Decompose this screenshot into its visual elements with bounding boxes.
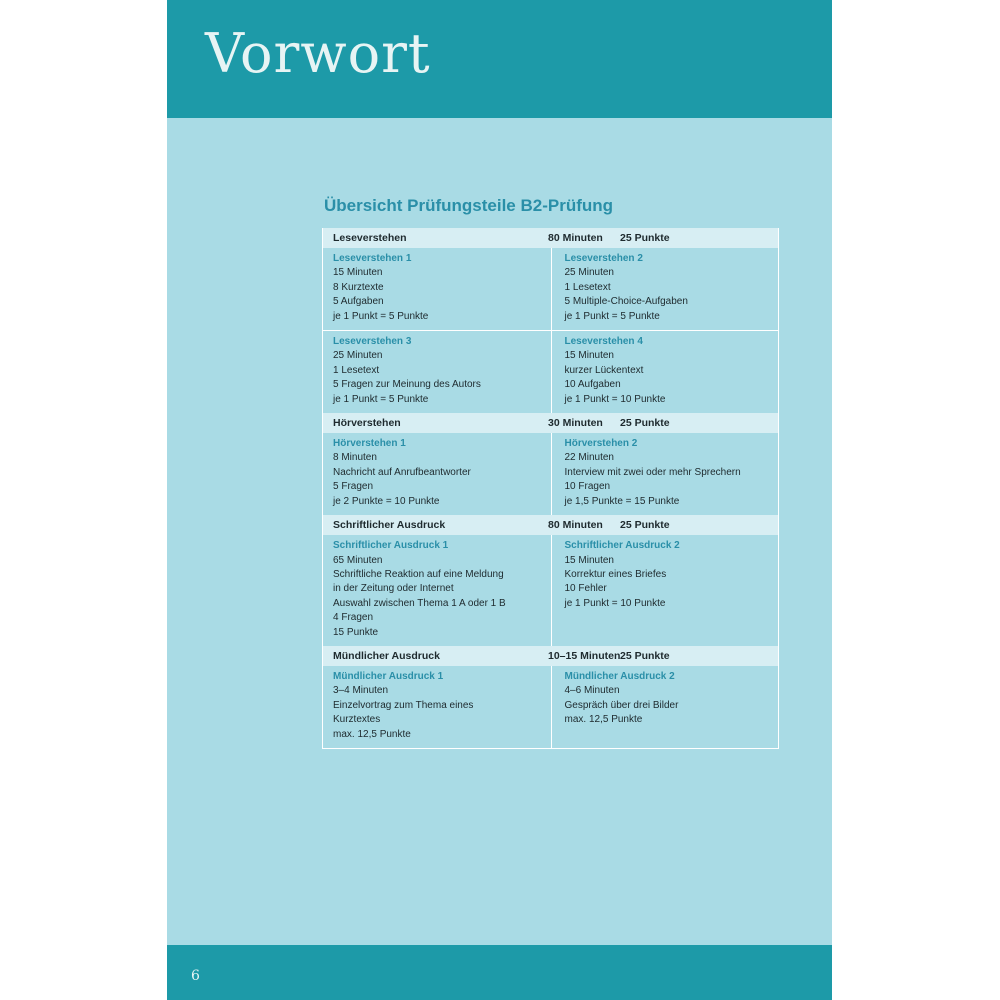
exam-part-title: Leseverstehen 3 (333, 336, 412, 348)
exam-part-detail: 10 Fragen (564, 481, 611, 493)
exam-part-detail: 5 Aufgaben (333, 296, 384, 308)
exam-overview (322, 196, 777, 749)
exam-part-detail: 15 Minuten (333, 267, 383, 279)
section-body (323, 666, 778, 748)
page-number: 6 (191, 968, 200, 984)
exam-part-title: Mündlicher Ausdruck 2 (564, 670, 675, 682)
table-row (323, 666, 778, 748)
exam-part-cell (323, 535, 551, 646)
exam-part-detail: 25 Minuten (333, 350, 383, 362)
exam-part-detail: 8 Kurztexte (333, 281, 384, 293)
exam-part-detail: 4 Fragen (333, 612, 374, 624)
section-header (323, 228, 778, 248)
exam-part-detail: 5 Fragen (333, 481, 374, 493)
exam-part-detail: 10 Aufgaben (564, 379, 621, 391)
exam-part-detail: 10 Fehler (564, 583, 607, 595)
exam-part-title: Leseverstehen 1 (333, 253, 412, 264)
exam-table (322, 228, 779, 749)
section-body (323, 248, 778, 413)
exam-part-detail: Interview mit zwei oder mehr Sprechern (564, 466, 741, 478)
section-time: 80 Minuten (548, 519, 603, 532)
exam-part-detail: 25 Minuten (564, 267, 614, 279)
overview-heading: Übersicht Prüfungsteile B2-Prüfung (324, 196, 614, 215)
exam-part-cell (551, 666, 779, 748)
exam-part-title: Schriftlicher Ausdruck 1 (333, 540, 449, 552)
exam-part-detail: kurzer Lückentext (564, 364, 644, 376)
exam-part-detail: 15 Minuten (564, 350, 614, 362)
section-points: 25 Punkte (620, 232, 670, 244)
table-row (323, 330, 778, 413)
section-header (323, 646, 778, 666)
exam-part-detail: 65 Minuten (333, 554, 383, 566)
section-name: Hörverstehen (333, 417, 401, 430)
exam-part-detail: Kurztextes (333, 714, 381, 726)
exam-part-detail: 1 Lesetext (564, 281, 611, 293)
exam-part-title: Leseverstehen 2 (564, 253, 643, 264)
exam-part-title: Schriftlicher Ausdruck 2 (564, 540, 680, 552)
footer-band (167, 945, 832, 1000)
exam-part-detail: je 1 Punkt = 10 Punkte (564, 597, 666, 609)
section-name: Schriftlicher Ausdruck (333, 519, 446, 532)
exam-part-detail: in der Zeitung oder Internet (333, 583, 454, 595)
exam-part-detail: Schriftliche Reaktion auf eine Meldung (333, 568, 504, 580)
table-row (323, 535, 778, 646)
section-time: 30 Minuten (548, 417, 603, 430)
exam-part-detail: je 1 Punkt = 5 Punkte (333, 393, 429, 405)
exam-part-detail: je 1 Punkt = 10 Punkte (564, 393, 666, 405)
exam-part-detail: 8 Minuten (333, 452, 377, 464)
exam-part-cell (551, 433, 779, 515)
exam-part-detail: max. 12,5 Punkte (333, 728, 411, 740)
section-header (323, 413, 778, 433)
exam-part-cell (323, 666, 551, 748)
section-name: Leseverstehen (333, 232, 407, 244)
section-points: 25 Punkte (620, 417, 670, 430)
exam-part-detail: Korrektur eines Briefes (564, 568, 667, 580)
section-header (323, 515, 778, 535)
exam-part-detail: je 1,5 Punkte = 15 Punkte (564, 495, 680, 507)
section-name: Mündlicher Ausdruck (333, 649, 440, 662)
exam-part-detail: 5 Fragen zur Meinung des Autors (333, 379, 481, 391)
exam-part-cell (551, 248, 779, 330)
exam-part-title: Hörverstehen 1 (333, 438, 406, 450)
exam-part-detail: 22 Minuten (564, 452, 614, 464)
section-points: 25 Punkte (620, 519, 670, 532)
exam-part-cell (323, 433, 551, 515)
exam-part-detail: Nachricht auf Anrufbeantworter (333, 466, 471, 478)
table-row (323, 248, 778, 330)
exam-part-detail: 5 Multiple-Choice-Aufgaben (564, 296, 688, 308)
page-title: Vorwort (205, 22, 431, 85)
exam-part-title: Leseverstehen 4 (564, 336, 643, 348)
exam-part-detail: Auswahl zwischen Thema 1 A oder 1 B (333, 597, 506, 609)
exam-part-detail: 15 Minuten (564, 554, 614, 566)
page (167, 0, 832, 1000)
section-time: 80 Minuten (548, 232, 603, 244)
exam-part-detail: je 1 Punkt = 5 Punkte (564, 310, 660, 322)
section-body (323, 535, 778, 646)
exam-part-detail: max. 12,5 Punkte (564, 714, 643, 726)
exam-part-cell (551, 330, 779, 413)
exam-part-detail: 1 Lesetext (333, 364, 380, 376)
exam-part-detail: Einzelvortrag zum Thema eines (333, 699, 474, 711)
exam-part-detail: 15 Punkte (333, 626, 379, 638)
exam-part-detail: 4–6 Minuten (564, 685, 620, 697)
exam-part-title: Mündlicher Ausdruck 1 (333, 670, 444, 682)
exam-part-cell (323, 330, 551, 413)
section-body (323, 433, 778, 515)
exam-part-detail: je 2 Punkte = 10 Punkte (333, 495, 440, 507)
header-band (167, 0, 832, 118)
exam-part-detail: 3–4 Minuten (333, 685, 389, 697)
exam-part-detail: je 1 Punkt = 5 Punkte (333, 310, 429, 322)
exam-part-title: Hörverstehen 2 (564, 438, 638, 450)
exam-part-cell (551, 535, 779, 646)
exam-part-detail: Gespräch über drei Bilder (564, 699, 679, 711)
exam-part-cell (323, 248, 551, 330)
table-row (323, 433, 778, 515)
section-points: 25 Punkte (620, 649, 670, 662)
section-time: 10–15 Minuten (548, 649, 621, 662)
